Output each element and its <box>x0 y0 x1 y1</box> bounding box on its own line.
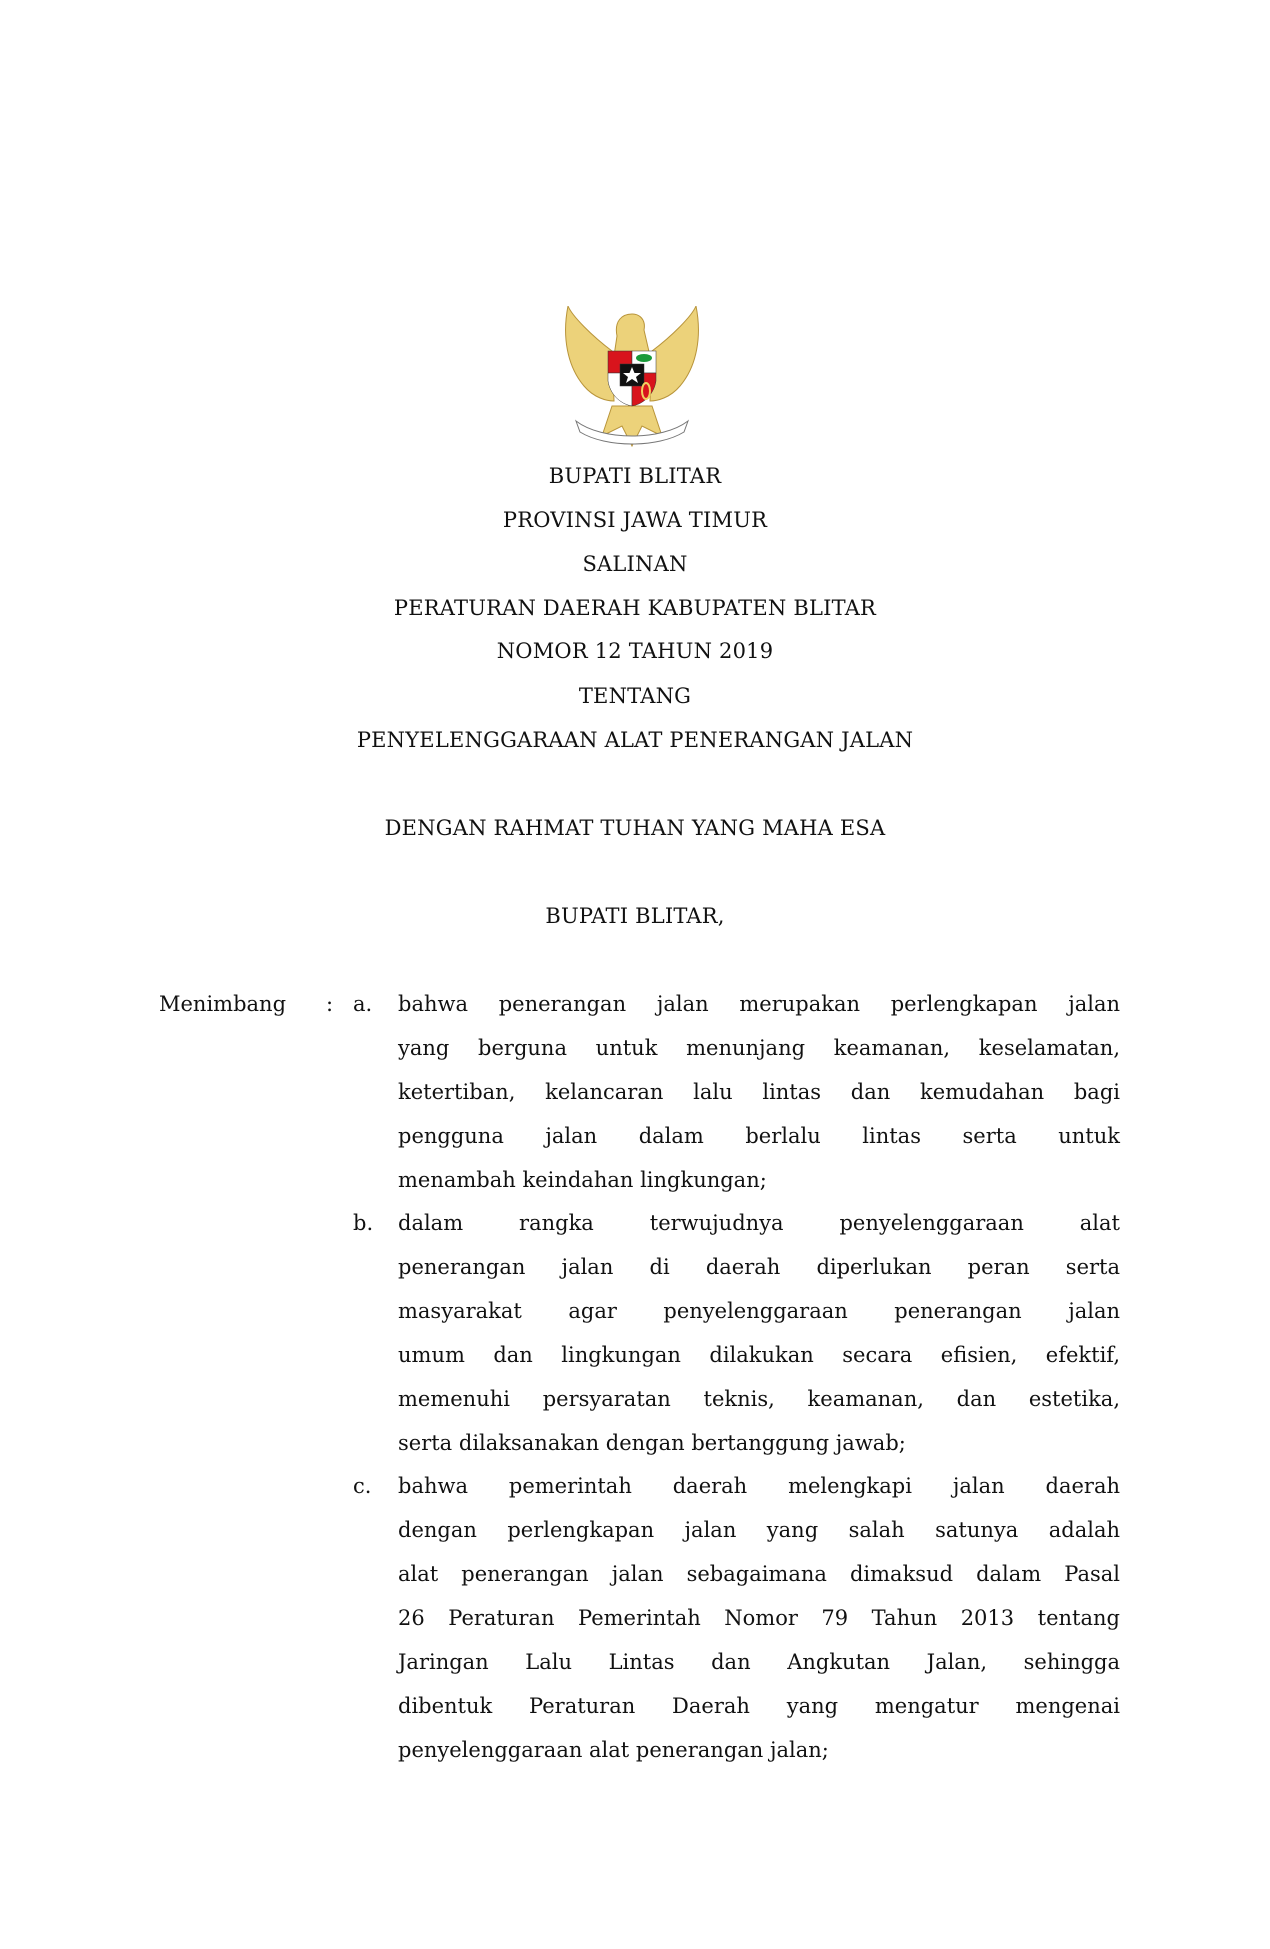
garuda-pancasila-emblem <box>562 306 702 456</box>
item-text-line: pengguna jalan dalam berlalu lintas serta untuk <box>398 1124 1120 1148</box>
menimbang-label: Menimbang <box>159 992 287 1016</box>
header-salinan: SALINAN <box>582 552 688 576</box>
bupati-signoff: BUPATI BLITAR, <box>545 904 725 928</box>
item-text-line: dengan perlengkapan jalan yang salah satunya adalah <box>398 1518 1120 1542</box>
preamble: DENGAN RAHMAT TUHAN YANG MAHA ESA <box>384 816 886 840</box>
item-letter: c. <box>353 1474 372 1498</box>
item-text-line: dibentuk Peraturan Daerah yang mengatur mengenai <box>398 1694 1120 1718</box>
item-text-line: Jaringan Lalu Lintas dan Angkutan Jalan, sehingga <box>398 1650 1120 1674</box>
item-text-line: serta dilaksanakan dengan bertanggung jawab; <box>398 1431 906 1455</box>
item-letter: a. <box>353 992 373 1016</box>
header-bupati: BUPATI BLITAR <box>548 464 722 488</box>
item-text-line: alat penerangan jalan sebagaimana dimaksud dalam Pasal <box>398 1562 1120 1586</box>
item-text-line: memenuhi persyaratan teknis, keamanan, dan estetika, <box>398 1387 1120 1411</box>
item-text-line: umum dan lingkungan dilakukan secara efisien, efektif, <box>398 1343 1120 1367</box>
item-letter: b. <box>353 1211 374 1235</box>
item-text-line: ketertiban, kelancaran lalu lintas dan kemudahan bagi <box>398 1080 1120 1104</box>
header-nomor: NOMOR 12 TAHUN 2019 <box>496 639 774 663</box>
header-peraturan: PERATURAN DAERAH KABUPATEN BLITAR <box>393 596 877 620</box>
item-text-line: yang berguna untuk menunjang keamanan, keselamatan, <box>398 1036 1120 1060</box>
header-provinsi: PROVINSI JAWA TIMUR <box>502 508 768 532</box>
menimbang-colon: : <box>326 992 334 1016</box>
item-text-line: 26 Peraturan Pemerintah Nomor 79 Tahun 2013 tentang <box>398 1606 1120 1630</box>
item-text-line: bahwa penerangan jalan merupakan perlengkapan jalan <box>398 992 1120 1016</box>
item-text-line: penerangan jalan di daerah diperlukan peran serta <box>398 1255 1120 1279</box>
document-title: PENYELENGGARAAN ALAT PENERANGAN JALAN <box>356 728 914 752</box>
item-text-line: masyarakat agar penyelenggaraan penerangan jalan <box>398 1299 1120 1323</box>
item-text-line: penyelenggaraan alat penerangan jalan; <box>398 1738 829 1762</box>
item-text-line: dalam rangka terwujudnya penyelenggaraan alat <box>398 1211 1120 1235</box>
header-tentang: TENTANG <box>578 684 692 708</box>
item-text-line: bahwa pemerintah daerah melengkapi jalan daerah <box>398 1474 1120 1498</box>
item-text-line: menambah keindahan lingkungan; <box>398 1168 767 1192</box>
